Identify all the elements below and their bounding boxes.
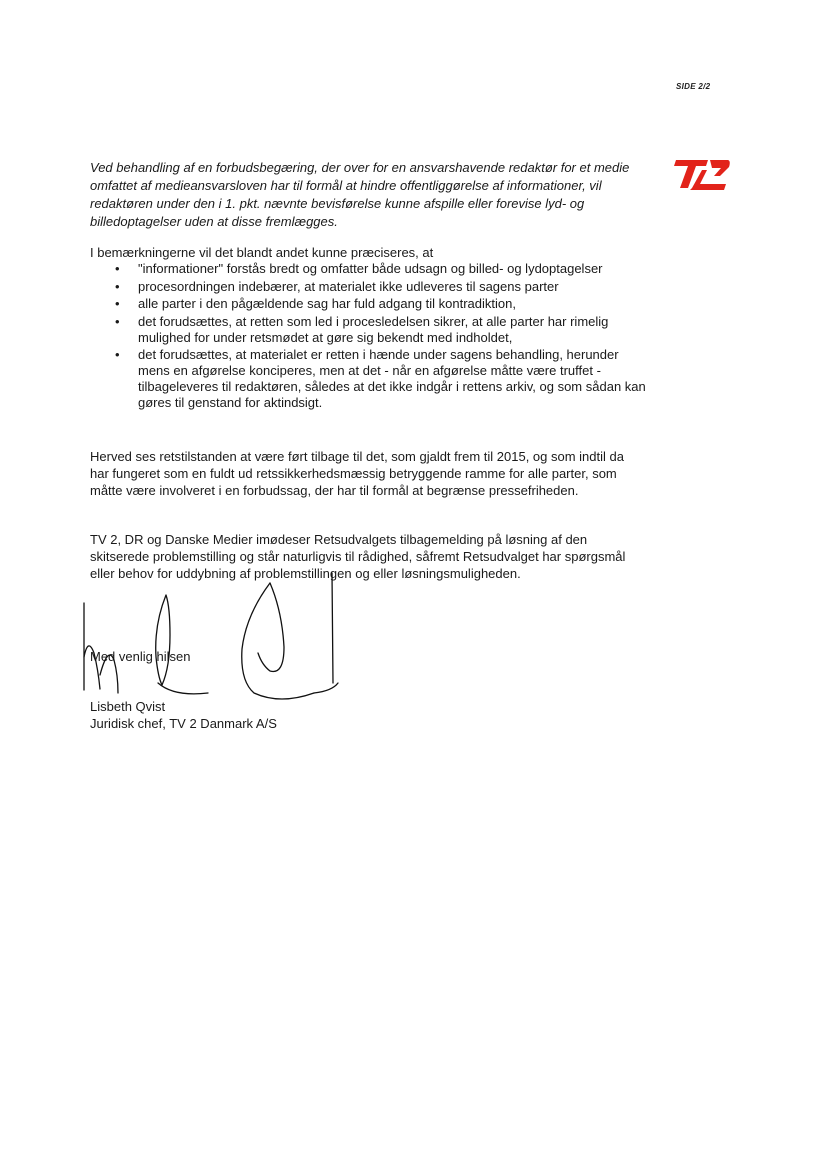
list-item: • "informationer" forstås bredt og omfatter både udsagn og billed- og lydoptagelser bbox=[115, 261, 603, 276]
page-number-label: SIDE 2/2 bbox=[676, 82, 711, 91]
bullet-glyph: • bbox=[115, 261, 120, 276]
list-item: • det forudsættes, at retten som led i procesledelsen sikrer, at alle parter har rimelig mulighed for under retsmødet at gøre sig bekendt med indholdet, bbox=[115, 313, 609, 345]
paragraph-legal-status: Herved ses retstilstanden at være ført tilbage til det, som gjaldt frem til 2015, og som indtil da har fungeret som en fuldt ud retssikkerhedsmæssig betryggende ramme for alle parter, som måtte være involveret i en forbudssag, der har til formål at begrænse pressefriheden. bbox=[90, 449, 624, 498]
list-item: • alle parter i den pågældende sag har fuld adgang til kontradiktion, bbox=[115, 296, 516, 311]
handwritten-signature-icon bbox=[70, 565, 360, 710]
list-item: • procesordningen indebærer, at materialet ikke udleveres til sagens parter bbox=[115, 278, 559, 294]
list-item: • det forudsættes, at materialet er retten i hænde under sagens behandling, herunder mens en afgørelse konciperes, men at det - når en afgørelse måtte være truffet - tilbageleveres til redaktøren, således at det ikke indgår i rettens arkiv, og som sådan kan gøres til genstand for aktindsigt. bbox=[115, 347, 646, 410]
lead-sentence: I bemærkningerne vil det blandt andet kunne præciseres, at bbox=[90, 245, 434, 260]
paragraph-request: TV 2, DR og Danske Medier imødeser Retsudvalgets tilbagemelding på løsning af den skitserede problemstilling og står naturligvis til rådighed, såfremt Retsudvalget har spørgsmål eller behov for uddybning af problemstillingen og eller løsningsmuligheden. bbox=[90, 532, 626, 581]
sender-title: Juridisk chef, TV 2 Danmark A/S bbox=[90, 716, 277, 731]
closing-greeting: Med venlig hilsen bbox=[90, 649, 191, 664]
tv2-logo-icon bbox=[674, 158, 730, 192]
bullet-glyph: • bbox=[115, 278, 120, 294]
bullet-glyph: • bbox=[115, 313, 120, 329]
bullet-list bbox=[90, 261, 650, 413]
intro-paragraph: Ved behandling af en forbudsbegæring, der over for en ansvarshavende redaktør for et medie omfattet af medieansvarsloven har til formål at hindre offentliggørelse af informationer, vil redaktøren under den i 1. pkt. nævnte bevisførelse kunne afspille eller forevise lyd- og billedoptagelser uden at disse fremlægges. bbox=[90, 160, 630, 229]
bullet-glyph: • bbox=[115, 347, 120, 362]
sender-name: Lisbeth Qvist bbox=[90, 699, 166, 714]
bullet-glyph: • bbox=[115, 296, 120, 311]
